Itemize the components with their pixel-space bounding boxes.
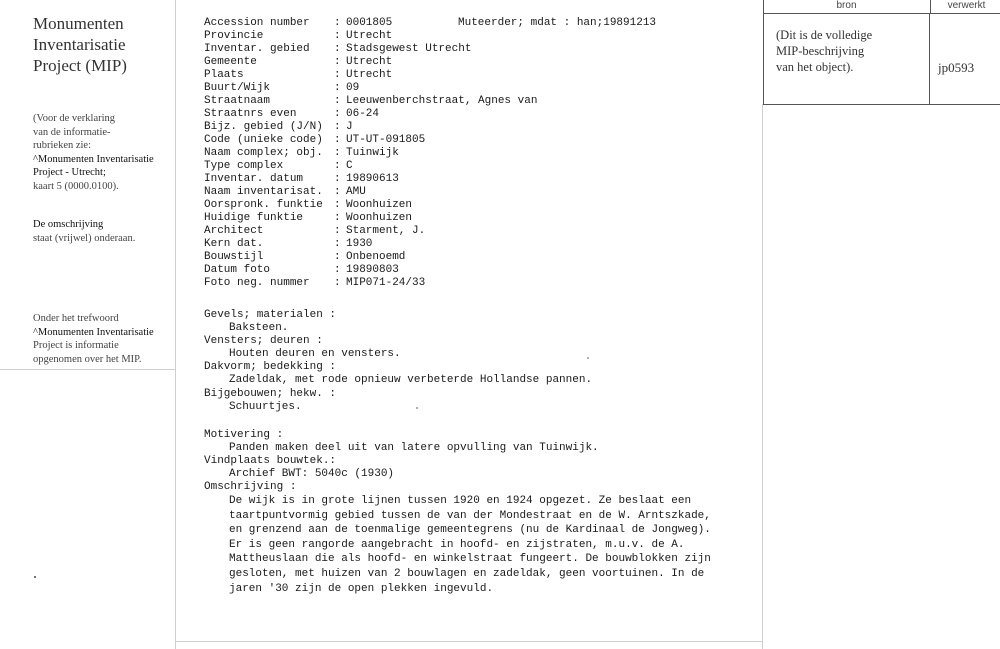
field-colon: : [334, 69, 341, 81]
field-label: Datum foto [204, 264, 271, 276]
field-colon: : [334, 264, 341, 276]
field-value: C [346, 160, 353, 172]
section-value-vensters: Houten deuren en vensters. [229, 348, 401, 360]
note-line: opgenomen over het MIP. [33, 353, 142, 365]
field-label: Naam inventarisat. [204, 186, 323, 198]
field-label: Architect [204, 225, 264, 237]
field-value: Utrecht [346, 30, 393, 42]
omschrijving-paragraph [229, 494, 711, 596]
note-line: Project is informatie [33, 340, 119, 351]
field-colon: : [334, 82, 341, 94]
note-line: De omschrijving [33, 219, 104, 230]
field-value: Stadsgewest Utrecht [346, 43, 472, 55]
note-line: ^Monumenten Inventarisatie [33, 153, 154, 165]
field-label: Bouwstijl [204, 251, 264, 263]
field-value: 1930 [346, 238, 373, 250]
section-value-vindplaats: Archief BWT: 5040c (1930) [229, 468, 395, 480]
field-value: MIP071-24/33 [346, 277, 426, 289]
title-line: Project (MIP) [33, 56, 127, 75]
field-colon: : [334, 173, 341, 185]
processed-code: jp0593 [938, 60, 975, 75]
field-label: Provincie [204, 30, 264, 42]
field-label: Type complex [204, 160, 284, 172]
field-colon: : [334, 43, 341, 55]
field-colon: : [334, 277, 341, 289]
field-colon: : [334, 95, 341, 107]
paragraph-line: jaren '30 zijn de open plekken ingevuld. [229, 582, 494, 595]
field-colon: : [334, 56, 341, 68]
field-label: Plaats [204, 69, 244, 81]
field-colon: : [334, 186, 341, 198]
paragraph-line: taartpuntvormig gebied tussen de van der Mondestraat en de W. Arntszkade, [229, 509, 711, 522]
section-value-motivering: Panden maken deel uit van latere opvulling van Tuinwijk. [229, 442, 599, 454]
title-line: Inventarisatie [33, 35, 126, 54]
field-label: Kern dat. [204, 238, 264, 250]
mutation-info: Muteerder; mdat : han;19891213 [458, 17, 657, 29]
field-label: Code (unieke code) [204, 134, 323, 146]
note-line: Project - Utrecht; [33, 167, 106, 178]
vertical-divider [175, 0, 176, 649]
description-location-note [33, 218, 135, 245]
field-colon: : [334, 212, 341, 224]
field-label: Huidige funktie [204, 212, 304, 224]
field-value: 0001805 [346, 17, 393, 29]
title-line: Monumenten [33, 14, 124, 33]
field-colon: : [334, 160, 341, 172]
mip-title [33, 13, 127, 76]
field-value: Woonhuizen [346, 199, 413, 211]
field-label: Accession number [204, 17, 310, 29]
field-label: Inventar. gebied [204, 43, 310, 55]
note-line: (Voor de verklaring [33, 113, 116, 124]
explanation-note [33, 112, 154, 193]
field-colon: : [334, 121, 341, 133]
field-label: Foto neg. nummer [204, 277, 310, 289]
field-value: UT-UT-091805 [346, 134, 426, 146]
speck-mark [416, 407, 418, 409]
field-value: 06-24 [346, 108, 380, 120]
field-value: Tuinwijk [346, 147, 399, 159]
section-value-bijgebouwen: Schuurtjes. [229, 401, 302, 413]
keyword-note [33, 312, 154, 366]
field-value: Starment, J. [346, 225, 426, 237]
paragraph-line: en grenzend aan de toenmalige gemeentegrens (nu de Kardinaal de Jongweg). [229, 524, 711, 537]
field-label: Gemeente [204, 56, 257, 68]
field-colon: : [334, 147, 341, 159]
note-line: ^Monumenten Inventarisatie [33, 326, 154, 338]
field-colon: : [334, 134, 341, 146]
field-colon: : [334, 199, 341, 211]
horizontal-divider [0, 369, 175, 370]
horizontal-divider [176, 641, 762, 642]
field-value: Leeuwenberchstraat, Agnes van [346, 95, 538, 107]
section-heading-dakvorm: Dakvorm; bedekking : [204, 361, 337, 373]
field-colon: : [334, 17, 341, 29]
description-line: van het object). [776, 60, 854, 74]
section-heading-omschrijving: Omschrijving : [204, 481, 297, 493]
section-value-dakvorm: Zadeldak, met rode opnieuw verbeterde Hollandse pannen. [229, 374, 593, 386]
note-line: staat (vrijwel) onderaan. [33, 232, 136, 244]
vertical-divider [762, 104, 763, 649]
field-label: Straatnrs even [204, 108, 297, 120]
paragraph-line: Mattheuslaan die als hoofd- en winkelstraat fungeert. De bouwblokken zijn [229, 553, 711, 566]
field-value: Onbenoemd [346, 251, 406, 263]
field-value: Utrecht [346, 69, 393, 81]
field-colon: : [334, 238, 341, 250]
section-heading-vindplaats: Vindplaats bouwtek.: [204, 455, 337, 467]
field-value: 19890803 [346, 264, 399, 276]
field-value: 19890613 [346, 173, 399, 185]
description-line: (Dit is de volledige [776, 28, 873, 42]
paragraph-line: Er is geen rangorde aangebracht in hoofd- en zijstraten, m.u.v. de A. [229, 538, 685, 551]
speck-mark [34, 576, 36, 578]
box-divider [929, 13, 930, 104]
note-line: kaart 5 (0000.0100). [33, 180, 119, 192]
verwerkt-header: verwerkt [930, 0, 1000, 14]
section-heading-motivering: Motivering : [204, 429, 284, 441]
field-label: Oorspronk. funktie [204, 199, 323, 211]
source-box [763, 0, 1000, 105]
note-line: rubrieken zie: [33, 140, 92, 151]
section-value-gevels: Baksteen. [229, 322, 289, 334]
field-value: 09 [346, 82, 360, 94]
field-value: Utrecht [346, 56, 393, 68]
bron-header: bron [764, 0, 929, 14]
paragraph-line: De wijk is in grote lijnen tussen 1920 en 1924 opgezet. Ze beslaat een [229, 495, 692, 507]
field-colon: : [334, 108, 341, 120]
field-colon: : [334, 225, 341, 237]
description-line: MIP-beschrijving [776, 44, 865, 58]
note-line: Onder het trefwoord [33, 313, 119, 324]
field-value: J [346, 121, 353, 133]
field-colon: : [334, 251, 341, 263]
field-label: Straatnaam [204, 95, 271, 107]
section-heading-vensters: Vensters; deuren : [204, 335, 323, 347]
field-label: Inventar. datum [204, 173, 304, 185]
field-label: Buurt/Wijk [204, 82, 271, 94]
field-value: Woonhuizen [346, 212, 413, 224]
section-heading-bijgebouwen: Bijgebouwen; hekw. : [204, 388, 337, 400]
note-line: van de informatie- [33, 126, 111, 138]
field-colon: : [334, 30, 341, 42]
paragraph-line: gesloten, met huizen van 2 bouwlagen en zadeldak, geen voortuinen. In de [229, 567, 705, 580]
field-label: Naam complex; obj. [204, 147, 323, 159]
section-heading-gevels: Gevels; materialen : [204, 309, 337, 321]
speck-mark [587, 357, 589, 359]
source-description [776, 27, 872, 75]
field-value: AMU [346, 186, 366, 198]
field-label: Bijz. gebied (J/N) [204, 121, 323, 133]
